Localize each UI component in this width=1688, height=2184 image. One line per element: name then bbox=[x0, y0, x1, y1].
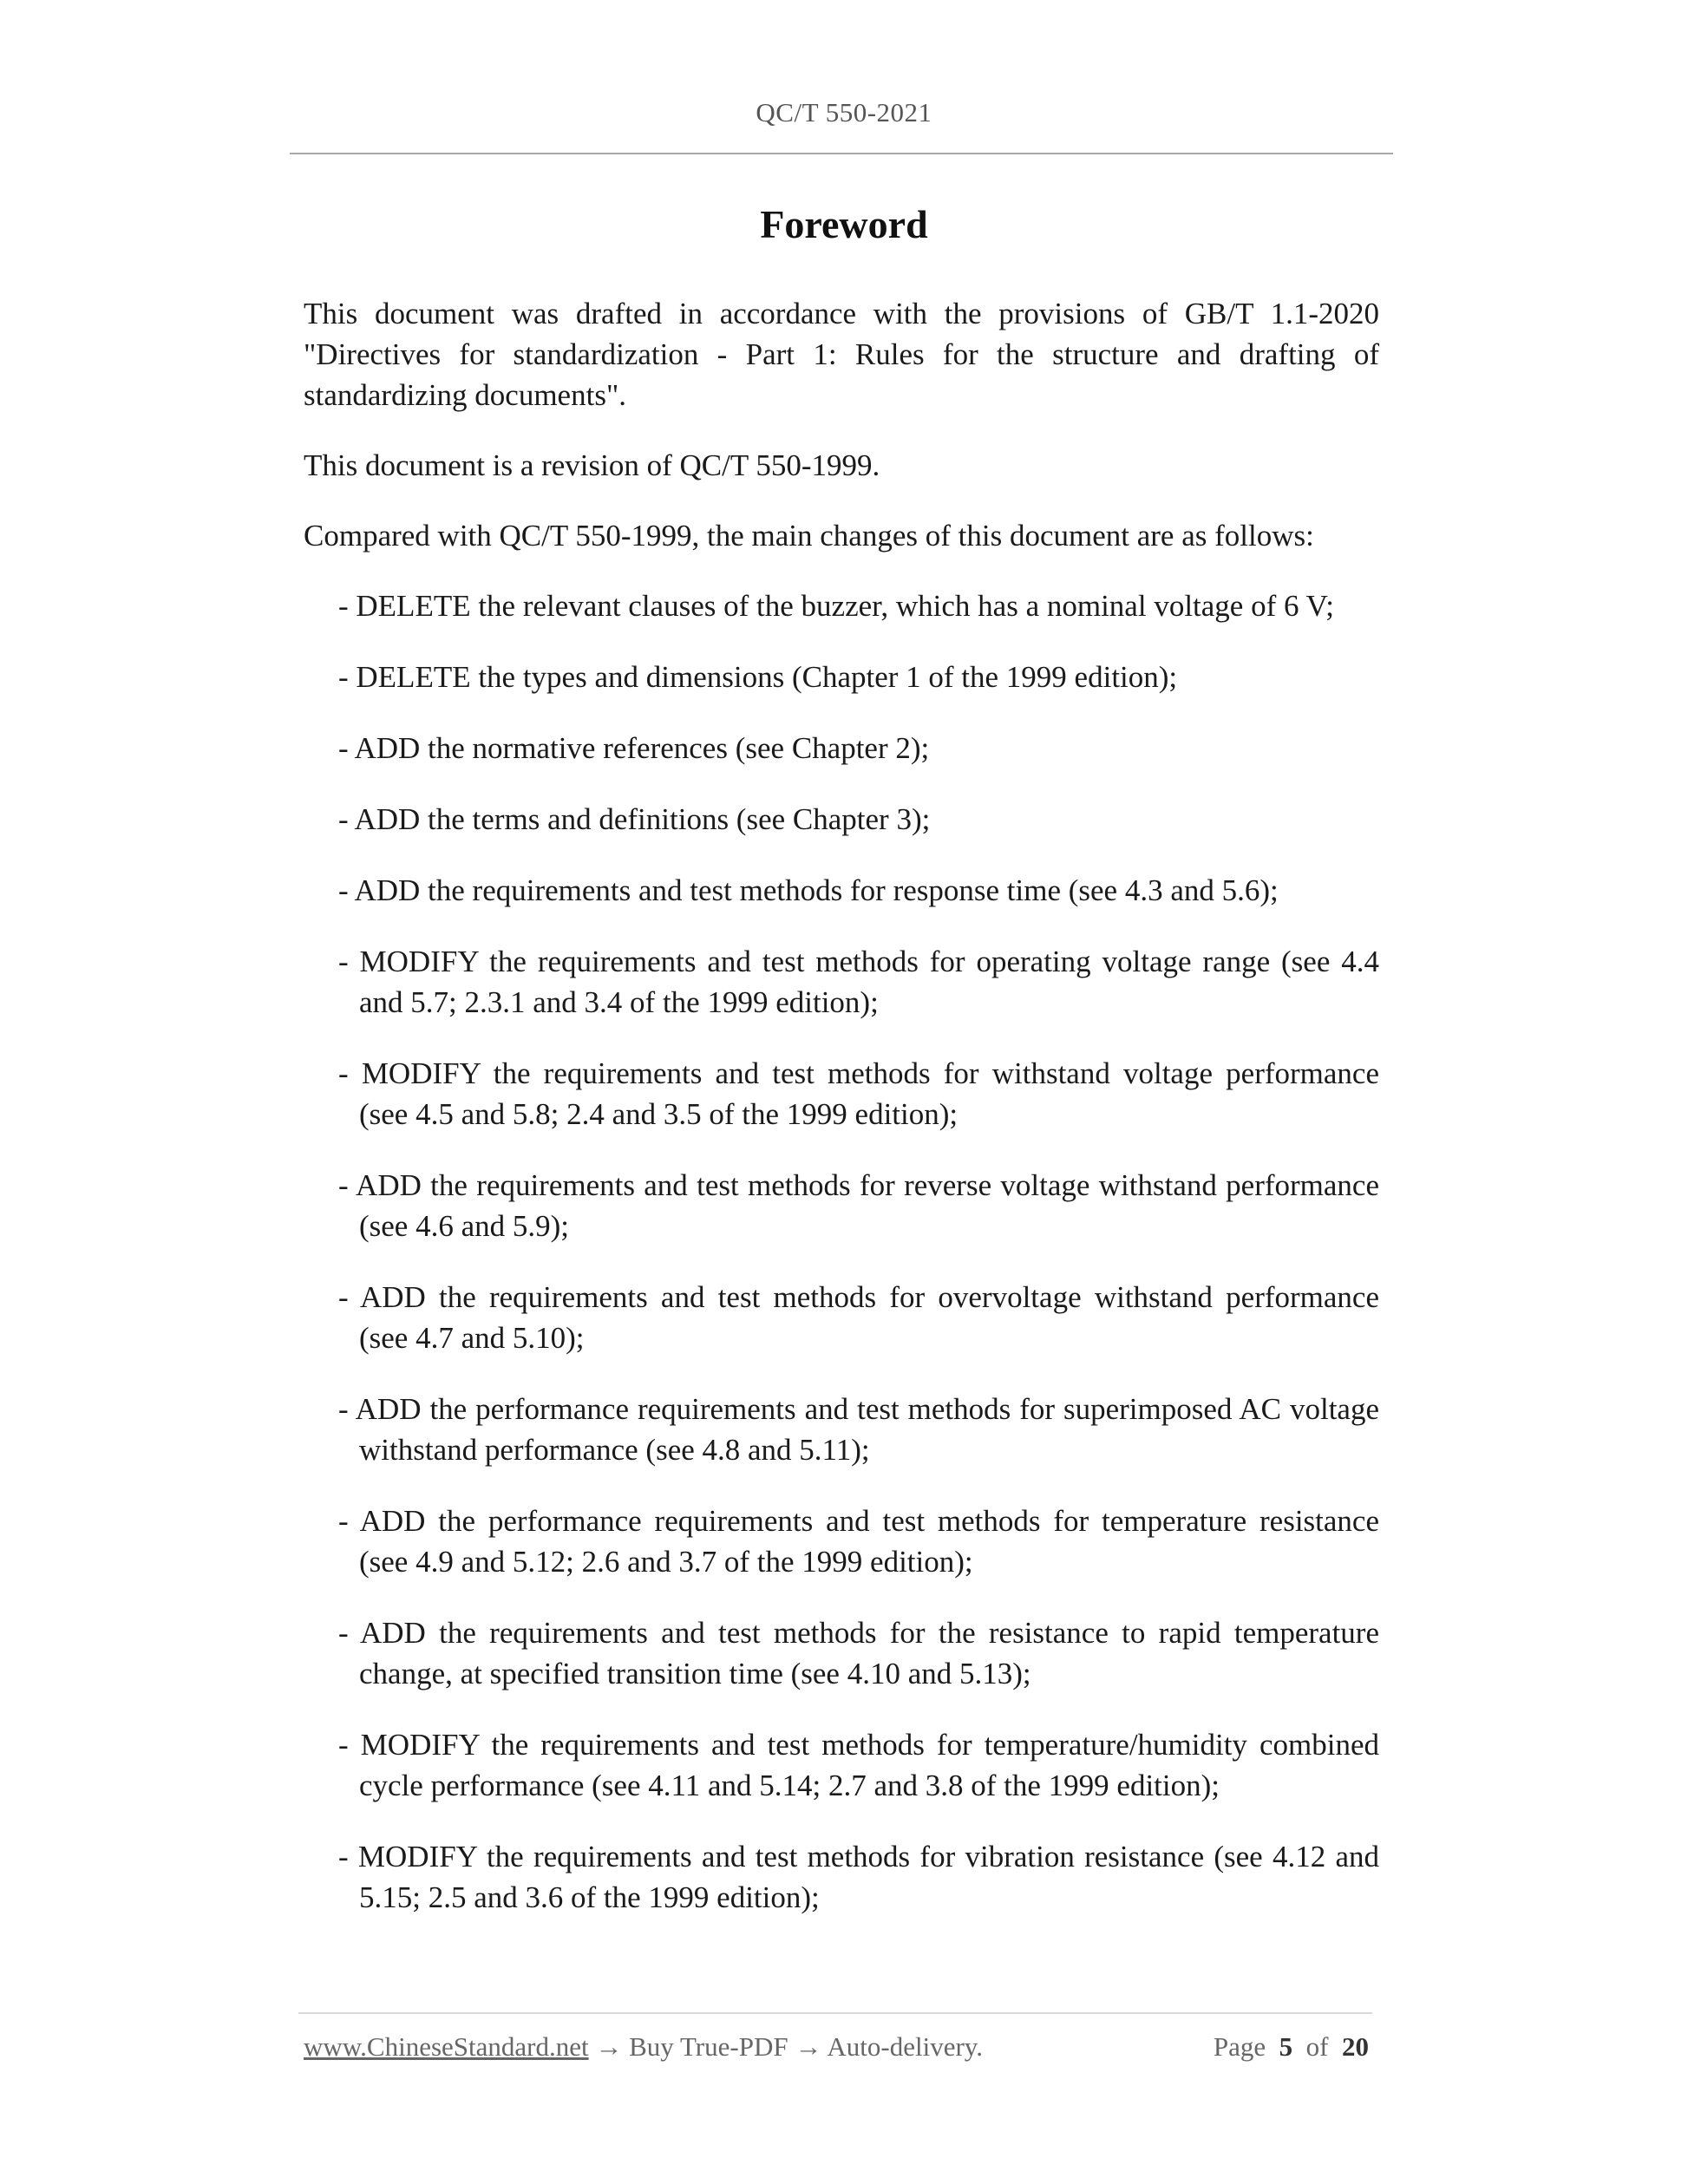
page-total: 20 bbox=[1342, 2031, 1369, 2062]
page-title: Foreword bbox=[760, 202, 928, 246]
footer bbox=[304, 2031, 1369, 2073]
paragraph-revision-note: This document is a revision of QC/T 550-1999. bbox=[304, 448, 880, 482]
list-item: - ADD the performance requirements and test methods for temperature resistance (see 4.9 and 5.12; 2.6 and 3.7 of the 1999 edition); bbox=[338, 1504, 1379, 1579]
list-item: - MODIFY the requirements and test methods for temperature/humidity combined cycle performance (see 4.11 and 5.14; 2.7 and 3.8 of the 1999 edition); bbox=[338, 1728, 1379, 1802]
list-item: - DELETE the relevant clauses of the buzzer, which has a nominal voltage of 6 V; bbox=[338, 589, 1335, 623]
paragraph-changes-intro: Compared with QC/T 550-1999, the main changes of this document are as follows: bbox=[304, 519, 1314, 553]
footer-divider bbox=[298, 2012, 1372, 2014]
header-divider bbox=[290, 153, 1393, 154]
list-item: - MODIFY the requirements and test methods for withstand voltage performance (see 4.5 and 5.8; 2.4 and 3.5 of the 1999 edition); bbox=[338, 1056, 1379, 1131]
list-item: - ADD the performance requirements and test methods for superimposed AC voltage withstand performance (see 4.8 and 5.11); bbox=[338, 1392, 1379, 1467]
page-of-label: of bbox=[1305, 2031, 1329, 2062]
header-doc-code: QC/T 550-2021 bbox=[756, 97, 932, 128]
arrow-right-icon: → bbox=[595, 2031, 623, 2062]
list-item: - ADD the terms and definitions (see Chapter 3); bbox=[338, 802, 931, 836]
list-item: - MODIFY the requirements and test methods for operating voltage range (see 4.4 and 5.7; 2.3.1 and 3.4 of the 1999 edition); bbox=[338, 945, 1379, 1019]
buy-pdf-text: Buy True-PDF bbox=[629, 2031, 788, 2062]
auto-delivery-text: Auto-delivery. bbox=[827, 2031, 984, 2062]
footer-promo bbox=[304, 2031, 983, 2063]
list-item: - ADD the requirements and test methods for overvoltage withstand performance (see 4.7 and 5.10); bbox=[338, 1280, 1379, 1355]
list-item: - DELETE the types and dimensions (Chapter 1 of the 1999 edition); bbox=[338, 660, 1178, 694]
paragraph-drafting-rules: This document was drafted in accordance with the provisions of GB/T 1.1-2020 "Directives for standardization - Part 1: Rules for the structure and drafting of standardizing documents". bbox=[304, 297, 1379, 412]
page-indicator bbox=[1214, 2031, 1369, 2063]
list-item: - ADD the normative references (see Chapter 2); bbox=[338, 731, 930, 765]
list-item: - ADD the requirements and test methods for response time (see 4.3 and 5.6); bbox=[338, 873, 1279, 907]
list-item: - ADD the requirements and test methods for reverse voltage withstand performance (see 4.6 and 5.9); bbox=[338, 1168, 1379, 1243]
page-current: 5 bbox=[1279, 2031, 1293, 2062]
list-item: - MODIFY the requirements and test methods for vibration resistance (see 4.12 and 5.15; 2.5 and 3.6 of the 1999 edition); bbox=[338, 1840, 1379, 1914]
page-label: Page bbox=[1213, 2031, 1266, 2062]
body-content bbox=[304, 293, 1379, 1948]
list-item: - ADD the requirements and test methods for the resistance to rapid temperature change, at specified transition time (see 4.10 and 5.13); bbox=[338, 1616, 1379, 1690]
arrow-right-icon: → bbox=[795, 2031, 822, 2062]
site-link[interactable]: www.ChineseStandard.net bbox=[304, 2031, 589, 2062]
changes-list bbox=[304, 585, 1379, 1918]
